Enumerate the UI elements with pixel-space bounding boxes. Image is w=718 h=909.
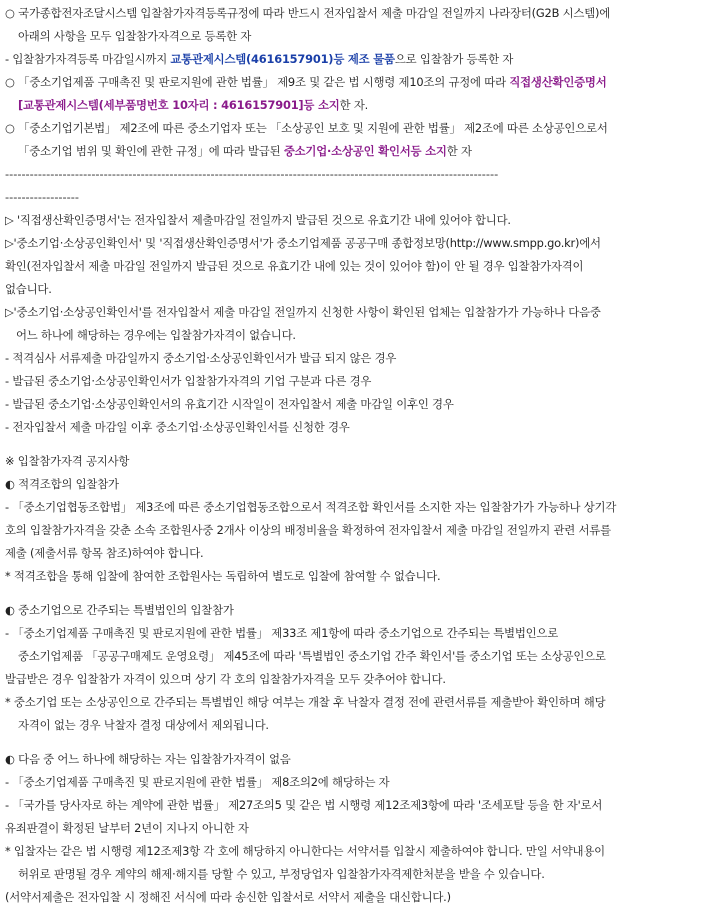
section-gap [5,588,714,599]
text-segment: ※ 입찰참가자격 공지사항 [5,454,130,468]
section-gap [5,737,714,748]
text-segment: 제출 (제출서류 항목 참조)하여야 합니다. [5,546,204,560]
text-line [5,450,714,473]
text-line [5,668,714,691]
text-line [5,565,714,588]
text-segment: 발급받은 경우 입찰참가 자격이 있으며 상기 각 호의 입찰참가자격을 모두 갖추어야 합니다. [5,672,446,686]
text-line [5,771,714,794]
text-segment: 한 자 [446,144,472,158]
text-segment: 한 자. [339,98,369,112]
text-segment: 아래의 사항을 모두 입찰참가자격으로 등록한 자 [18,29,252,43]
text-line [5,473,714,496]
text-line [5,691,714,714]
text-line [5,393,714,416]
text-line [5,863,714,886]
text-line [5,714,714,737]
separator-line [5,163,714,186]
text-segment: 자격이 없는 경우 낙찰자 결정 대상에서 제외됩니다. [18,718,269,732]
text-segment: 중소기업제품 「공공구매제도 운영요령」 제45조에 따라 '특별법인 중소기업 간주 확인서'를 중소기업 또는 소상공인으로 [18,649,606,663]
section-gap [5,439,714,450]
separator-line [5,186,714,209]
text-segment: - 「중소기업제품 구매촉진 및 판로지원에 관한 법률」 제33조 제1항에 따라 중소기업으로 간주되는 특별법인으로 [5,626,559,640]
text-line [5,117,714,140]
text-segment: ○ 국가종합전자조달시스템 입찰참가자격등록규정에 따라 반드시 전자입찰서 제출 마감일 전일까지 나라장터(G2B 시스템)에 [5,6,611,20]
text-segment: * 중소기업 또는 소상공인으로 간주되는 특별법인 해당 여부는 개찰 후 낙찰자 결정 전에 관련서류를 제출받아 확인하며 해당 [5,695,606,709]
text-segment: 으로 입찰참가 등록한 자 [394,52,514,66]
text-line [5,278,714,301]
text-segment: 확인(전자입찰서 제출 마감일 전일까지 발급된 것으로 유효기간 내에 있는 것이 있어야 함)이 안 될 경우 입찰참가자격이 [5,259,584,273]
text-segment: * 적격조합을 통해 입찰에 참여한 조합원사는 독립하여 별도로 입찰에 참여할 수 없습니다. [5,569,441,583]
text-segment: ▷'중소기업·소상공인확인서'를 전자입찰서 제출 마감일 전일까지 신청한 사항이 확인된 업체는 입찰참가가 가능하나 다음중 [5,305,601,319]
text-segment: ------------------------------------------------------------------------------------------------------------------------ [5,167,499,181]
text-segment: ○ 「중소기업제품 구매촉진 및 판로지원에 관한 법률」 제9조 및 같은 법 시행령 제10조의 규정에 따라 [5,75,510,89]
text-line [5,748,714,771]
text-line [5,209,714,232]
text-line [5,2,714,25]
highlighted-text: 중소기업·소상공인 확인서등 소지 [283,144,447,158]
text-segment: - 「중소기업협동조합법」 제3조에 따른 중소기업협동조합으로서 적격조합 확인서를 소지한 자는 입찰참가가 가능하나 상기각 [5,500,617,514]
text-segment: (서약서제출은 전자입찰 시 정해진 서식에 따라 송신한 입찰서로 서약서 제출을 대신합니다.) [5,890,451,904]
text-segment: 허위로 판명될 경우 계약의 해제·해지를 당할 수 있고, 부정당업자 입찰참가자격제한처분을 받을 수 있습니다. [18,867,545,881]
text-line [5,840,714,863]
text-line [5,347,714,370]
highlighted-text: 교통관제시스템(4616157901)등 제조 물품 [170,52,395,66]
text-segment: ▷'중소기업·소상공인확인서' 및 '직접생산확인증명서'가 중소기업제품 공공구매 종합정보망(http://www.smpp.go.kr)에서 [5,236,601,250]
text-line [5,794,714,817]
text-line [5,496,714,519]
highlighted-text: 직접생산확인증명서 [509,75,607,89]
text-line [5,416,714,439]
text-line [5,232,714,255]
text-line [5,25,714,48]
text-line [5,370,714,393]
text-segment: - 「국가를 당사자로 하는 계약에 관한 법률」 제27조의5 및 같은 법 시행령 제12조제3항에 따라 '조세포탈 등을 한 자'로서 [5,798,603,812]
text-line [5,645,714,668]
text-segment: - 「중소기업제품 구매촉진 및 판로지원에 관한 법률」 제8조의2에 해당하는 자 [5,775,390,789]
text-segment: 호의 입찰참가자격을 갖춘 소속 조합원사중 2개사 이상의 배정비율을 확정하여 전자입찰서 제출 마감일 전일까지 관련 서류를 [5,523,611,537]
text-line [5,886,714,909]
text-line [5,94,714,117]
text-segment: - 전자입찰서 제출 마감일 이후 중소기업·소상공인확인서를 신청한 경우 [5,420,350,434]
highlighted-text: [교통관제시스템(세부품명번호 10자리 : 4616157901]등 소지 [18,98,340,112]
text-line [5,48,714,71]
text-line [5,301,714,324]
text-segment: ◐ 다음 중 어느 하나에 해당하는 자는 입찰참가자격이 없음 [5,752,291,766]
text-segment: 없습니다. [5,282,52,296]
text-segment: 유죄판결이 확정된 날부터 2년이 지나지 아니한 자 [5,821,249,835]
text-line [5,817,714,840]
text-segment: * 입찰자는 같은 법 시행령 제12조제3항 각 호에 해당하지 아니한다는 서약서를 입찰시 제출하여야 합니다. 만일 서약내용이 [5,844,605,858]
text-line [5,599,714,622]
text-segment: ◐ 중소기업으로 간주되는 특별법인의 입찰참가 [5,603,234,617]
text-segment: 어느 하나에 해당하는 경우에는 입찰참가자격이 없습니다. [16,328,296,342]
text-line [5,140,714,163]
text-line [5,519,714,542]
text-segment: ◐ 적격조합의 입찰참가 [5,477,119,491]
text-line [5,255,714,278]
text-segment: - 발급된 중소기업·소상공인확인서가 입찰참가자격의 기업 구분과 다른 경우 [5,374,372,388]
text-segment: 「중소기업 범위 및 확인에 관한 규정」에 따라 발급된 [18,144,284,158]
text-segment: ▷ '직접생산확인증명서'는 전자입찰서 제출마감일 전일까지 발급된 것으로 유효기간 내에 있어야 합니다. [5,213,511,227]
text-segment: ○ 「중소기업기본법」 제2조에 따른 중소기업자 또는 「소상공인 보호 및 지원에 관한 법률」 제2조에 따른 소상공인으로서 [5,121,608,135]
text-segment: - 입찰참가자격등록 마감일시까지 [5,52,171,66]
text-segment: ------------------ [5,190,79,204]
text-line [5,324,714,347]
text-segment: - 발급된 중소기업·소상공인확인서의 유효기간 시작일이 전자입찰서 제출 마감일 이후인 경우 [5,397,454,411]
text-line [5,542,714,565]
text-line [5,71,714,94]
text-segment: - 적격심사 서류제출 마감일까지 중소기업·소상공인확인서가 발급 되지 않은 경우 [5,351,397,365]
text-line [5,622,714,645]
